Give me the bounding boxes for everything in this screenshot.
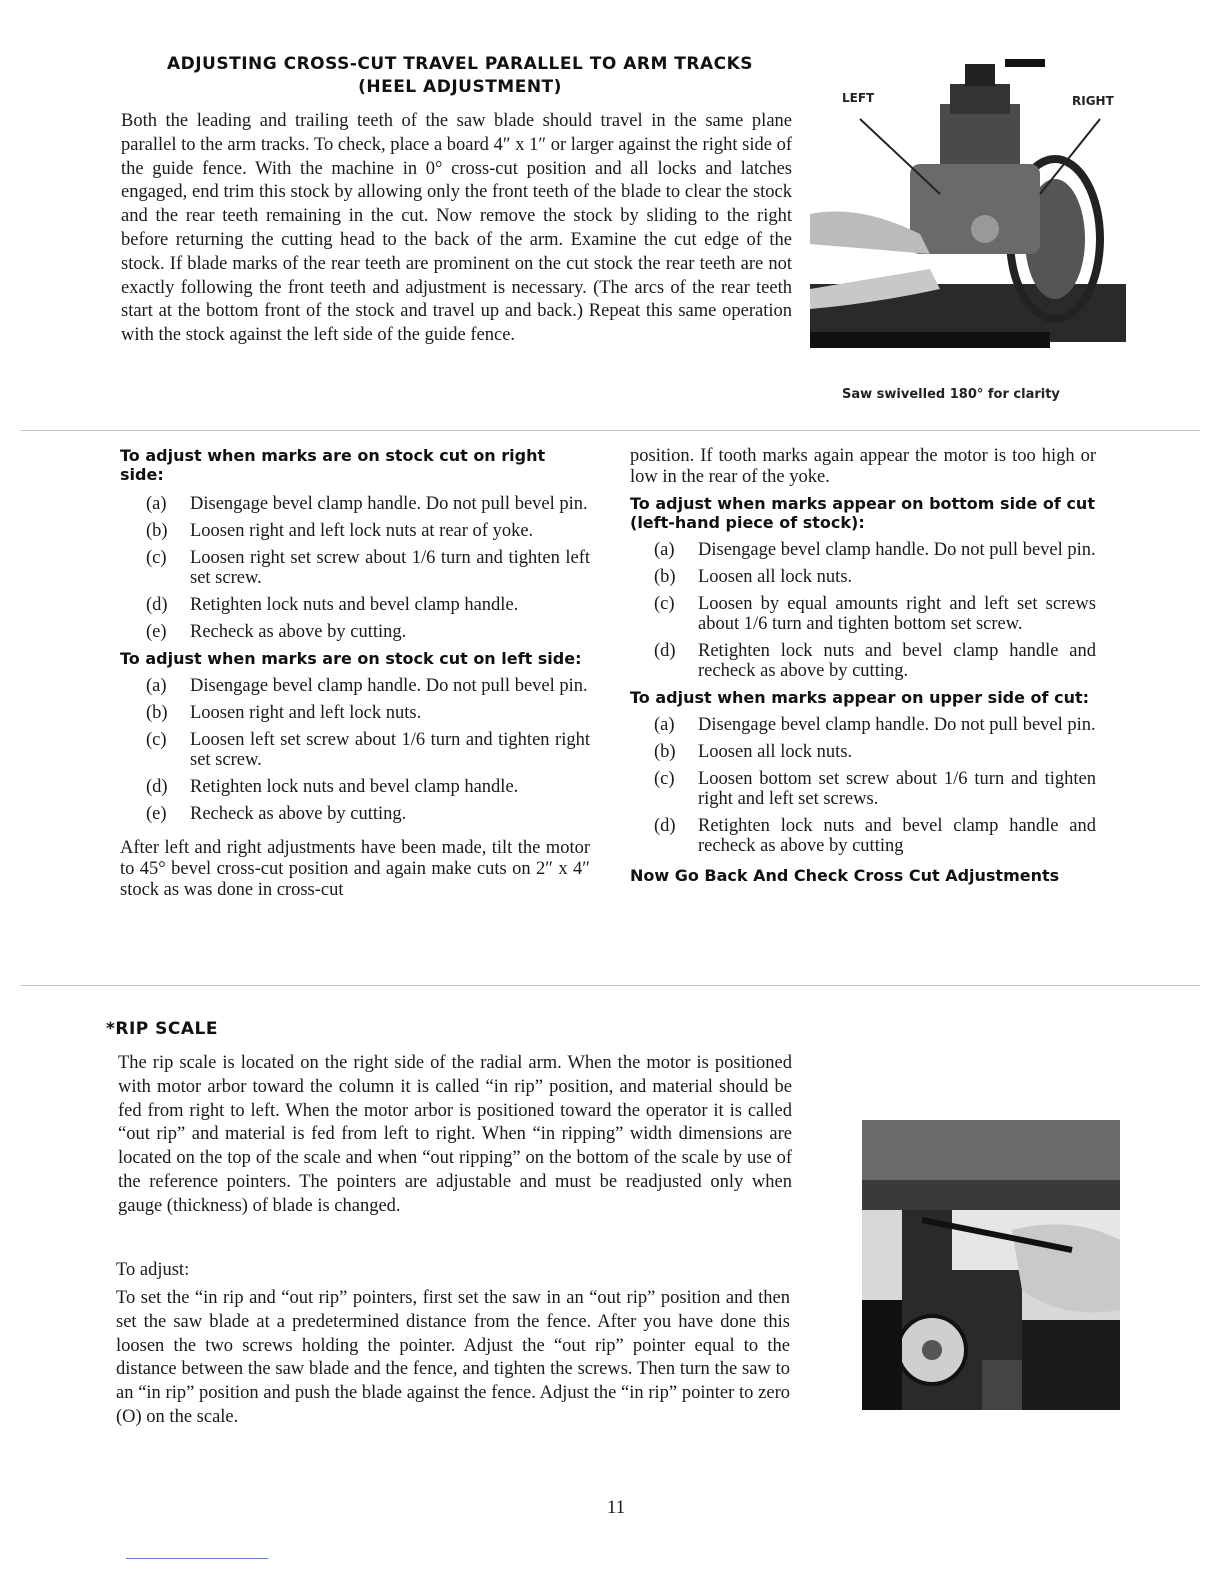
step-text: Retighten lock nuts and bevel clamp handle. — [190, 595, 519, 615]
list-item — [146, 595, 590, 615]
photo-label-left: LEFT — [842, 91, 875, 105]
rip-scale-paragraph: The rip scale is located on the right side of the radial arm. When the motor is positioned with motor arbor toward the column it is called “in rip” position, and material should be fed from right to left. When the motor arbor is positioned toward the operator it is called “out rip” and material is fed from left to right. When “in ripping” width dimensions are located on the top of the scale and when “out ripping” on the bottom of the scale by use of the reference pointers. The pointers are adjustable and must be readjusted only when gauge (thickness) of blade is changed. — [118, 1053, 792, 1216]
page-number: 11 — [606, 1497, 626, 1518]
step-text: Loosen left set screw about 1/6 turn and tighten right set screw. — [190, 730, 590, 770]
right-column — [630, 446, 1096, 885]
list-item — [654, 769, 1096, 809]
rip-scale-title: *RIP SCALE — [106, 1019, 219, 1039]
list-item — [654, 742, 1096, 762]
list-item — [146, 804, 590, 824]
step-label: (d) — [654, 641, 676, 661]
step-label: (a) — [654, 540, 675, 560]
step-text: Retighten lock nuts and bevel clamp handle. — [190, 777, 519, 797]
bottom-edge-mark — [126, 1558, 268, 1559]
section-title-line1: ADJUSTING CROSS-CUT TRAVEL PARALLEL TO ARM TRACKS — [166, 54, 754, 74]
list-item — [654, 715, 1096, 735]
list-item — [654, 567, 1096, 587]
left-column — [120, 446, 590, 901]
step-text: Retighten lock nuts and bevel clamp handle and recheck as above by cutting — [698, 816, 1096, 856]
bottom-side-heading: To adjust when marks appear on bottom side of cut (left-hand piece of stock): — [630, 494, 1095, 532]
step-label: (c) — [146, 548, 167, 568]
list-item — [146, 521, 590, 541]
final-note: Now Go Back And Check Cross Cut Adjustments — [630, 866, 1060, 885]
list-item — [654, 641, 1096, 681]
step-label: (c) — [654, 769, 675, 789]
continuation-paragraph: position. If tooth marks again appear the motor is too high or low in the rear of the yoke. — [630, 446, 1096, 487]
step-label: (d) — [146, 595, 168, 615]
step-text: Disengage bevel clamp handle. Do not pull bevel pin. — [698, 540, 1096, 560]
heel-adjustment-paragraph: Both the leading and trailing teeth of the saw blade should travel in the same plane parallel to the arm tracks. To check, place a board 4″ x 1″ or larger against the right side of the guide fence. With the machine in 0° cross-cut position and all locks and latches engaged, end trim this stock by allowing only the front teeth of the blade to clear the stock and the rear teeth remaining in the cut. Now remove the stock by sliding to the right before returning the cutting head to the back of the arm. Examine the cut edge of the stock. If blade marks of the rear teeth are prominent on the cut stock the rear teeth are not exactly following the front teeth and adjustment is necessary. (The arcs of the rear teeth start at the bottom front of the stock and travel up and back.) Repeat this same operation with the stock against the left side of the guide fence. — [121, 111, 792, 346]
bevel-closing-paragraph: After left and right adjustments have been made, tilt the motor to 45° bevel cross-cut position and again make cuts on 2″ x 4″ stock as was done in cross-cut — [120, 838, 590, 900]
rip-pointer-instructions: To set the “in rip and “out rip” pointers, first set the saw in an “out rip” position and then set the saw blade at a predetermined distance from the fence. After you have done this loosen the two screws holding the pointer. Adjust the “out rip” pointer equal to the distance between the saw blade and the fence, and tighten the screws. Then turn the saw to an “in rip” position and push the blade against the fence. Adjust the “in rip” pointer to zero (O) on the scale. — [116, 1288, 790, 1427]
step-text: Disengage bevel clamp handle. Do not pull bevel pin. — [190, 494, 588, 514]
step-label: (d) — [654, 816, 676, 836]
upper-side-heading: To adjust when marks appear on upper side of cut: — [630, 688, 1089, 707]
step-text: Loosen right and left lock nuts at rear of yoke. — [190, 521, 534, 541]
upper-side-steps — [630, 715, 1096, 856]
section-title-line2: (HEEL ADJUSTMENT) — [358, 77, 562, 97]
list-item — [654, 540, 1096, 560]
step-text: Retighten lock nuts and bevel clamp handle and recheck as above by cutting. — [698, 641, 1096, 681]
to-adjust-label: To adjust: — [116, 1260, 190, 1280]
step-label: (a) — [146, 676, 167, 696]
step-label: (a) — [146, 494, 167, 514]
step-label: (b) — [146, 521, 168, 541]
step-label: (b) — [654, 742, 676, 762]
photo-label-right: RIGHT — [1072, 94, 1114, 108]
step-label: (a) — [654, 715, 675, 735]
step-text: Loosen by equal amounts right and left set screws about 1/6 turn and tighten bottom set screw. — [698, 594, 1096, 634]
step-label: (e) — [146, 804, 167, 824]
step-label: (d) — [146, 777, 168, 797]
step-text: Loosen right and left lock nuts. — [190, 703, 422, 723]
list-item — [146, 548, 590, 588]
bottom-side-steps — [630, 540, 1096, 681]
step-label: (c) — [654, 594, 675, 614]
step-text: Recheck as above by cutting. — [190, 622, 407, 642]
list-item — [146, 703, 590, 723]
list-item — [146, 494, 590, 514]
list-item — [654, 816, 1096, 856]
list-item — [146, 777, 590, 797]
step-text: Recheck as above by cutting. — [190, 804, 407, 824]
step-label: (b) — [654, 567, 676, 587]
right-side-heading: To adjust when marks are on stock cut on right side: — [120, 446, 546, 484]
divider-2 — [20, 985, 1200, 986]
step-text: Loosen bottom set screw about 1/6 turn and tighten right and left set screws. — [698, 769, 1096, 809]
step-text: Loosen right set screw about 1/6 turn and tighten left set screw. — [190, 548, 590, 588]
right-side-steps — [120, 494, 590, 642]
list-item — [146, 622, 590, 642]
rip-scale-illustration — [862, 1120, 1120, 1410]
list-item — [654, 594, 1096, 634]
step-label: (e) — [146, 622, 167, 642]
photo-caption: Saw swivelled 180° for clarity — [842, 387, 1060, 402]
step-text: Disengage bevel clamp handle. Do not pull bevel pin. — [698, 715, 1096, 735]
left-side-heading: To adjust when marks are on stock cut on left side: — [120, 649, 582, 668]
list-item — [146, 676, 590, 696]
divider-1 — [20, 430, 1200, 431]
rip-scale-photo — [862, 1120, 1120, 1410]
list-item — [146, 730, 590, 770]
step-text: Disengage bevel clamp handle. Do not pull bevel pin. — [190, 676, 588, 696]
step-label: (b) — [146, 703, 168, 723]
step-label: (c) — [146, 730, 167, 750]
step-text: Loosen all lock nuts. — [698, 567, 853, 587]
step-text: Loosen all lock nuts. — [698, 742, 853, 762]
left-side-steps — [120, 676, 590, 824]
